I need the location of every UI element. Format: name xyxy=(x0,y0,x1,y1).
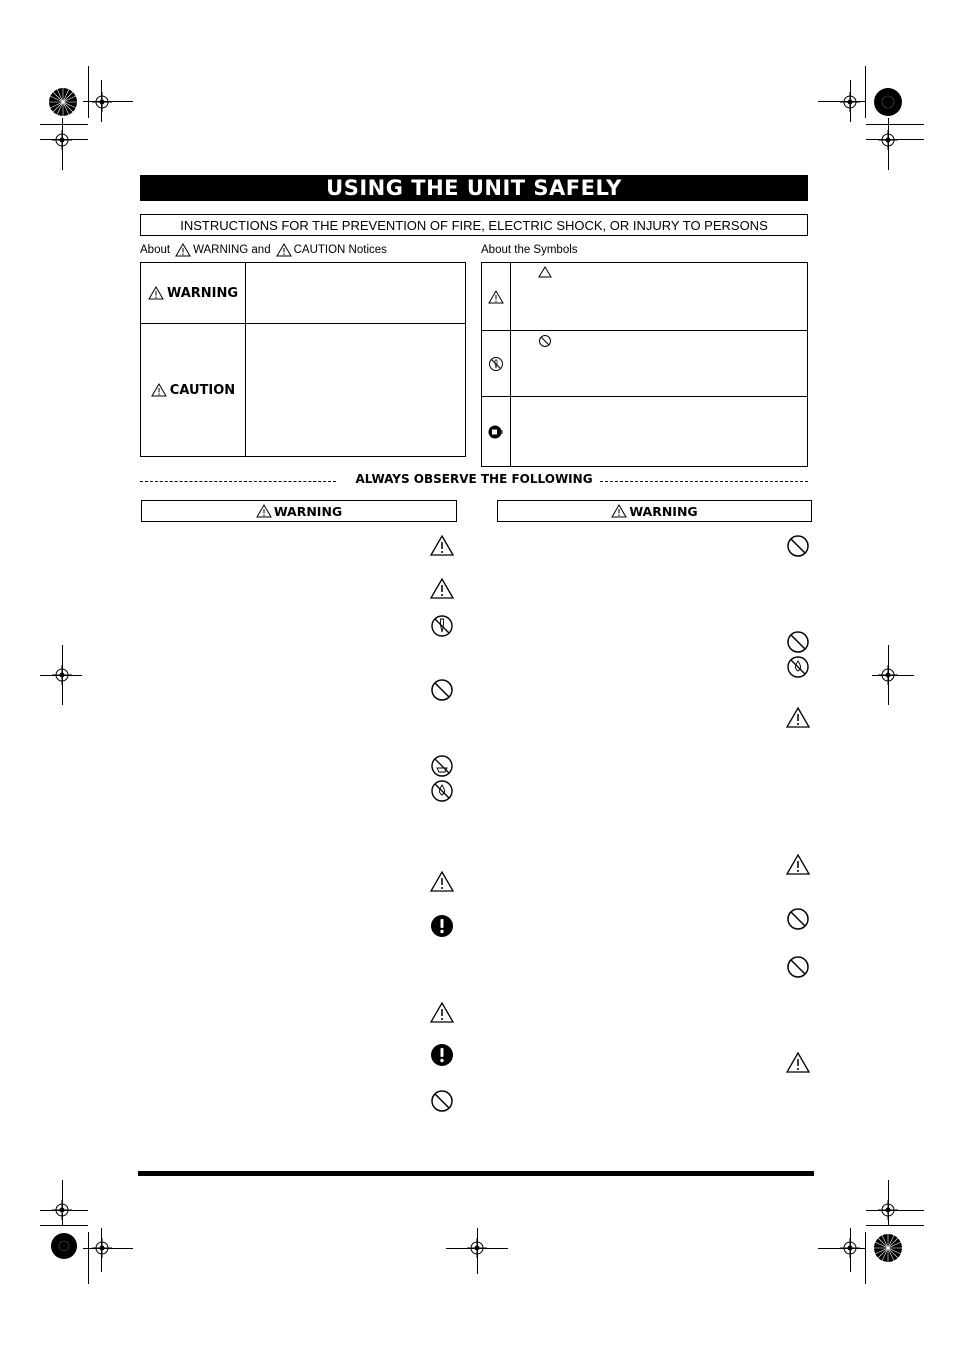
prohibited-wet-icon xyxy=(430,754,454,778)
crosshair-icon xyxy=(92,92,112,112)
prohibited-icon xyxy=(786,630,810,654)
symbol-description-cell xyxy=(511,263,808,331)
crosshair-icon xyxy=(840,1238,860,1258)
warning-triangle-icon xyxy=(786,853,810,877)
page-title: USING THE UNIT SAFELY xyxy=(326,176,622,200)
warning-label-cell xyxy=(141,263,246,324)
symbol-icon-cell xyxy=(482,397,511,467)
warning-triangle-icon xyxy=(175,243,191,257)
notices-caption-prefix: About xyxy=(140,244,171,256)
always-observe-heading xyxy=(140,472,808,490)
crosshair-icon xyxy=(878,1200,898,1220)
crosshair-icon xyxy=(467,1238,487,1258)
warning-description-cell xyxy=(246,263,466,324)
crosshair-icon xyxy=(52,665,72,685)
instructions-heading xyxy=(140,214,808,236)
symbol-description-cell xyxy=(511,331,808,397)
crosshair-icon xyxy=(52,1200,72,1220)
footer-rule xyxy=(138,1171,814,1176)
prohibited-water-icon xyxy=(786,655,810,679)
mandatory-icon xyxy=(430,1043,454,1067)
prohibited-disassemble-icon xyxy=(488,356,504,372)
notices-caption xyxy=(140,243,387,257)
registration-target-icon xyxy=(872,86,904,118)
prohibited-icon xyxy=(538,334,552,348)
crosshair-icon xyxy=(878,130,898,150)
instructions-heading-text: INSTRUCTIONS FOR THE PREVENTION OF FIRE, ELECTRIC SHOCK, OR INJURY TO PERSONS xyxy=(180,217,768,233)
left-warning-label: WARNING xyxy=(273,503,343,519)
registration-target-icon xyxy=(47,86,79,118)
warning-triangle-icon xyxy=(430,534,454,558)
always-observe-text: ALWAYS OBSERVE THE FOLLOWING xyxy=(355,472,593,486)
warning-triangle-icon xyxy=(430,870,454,894)
caution-label: CAUTION xyxy=(169,382,236,398)
symbol-description-cell xyxy=(511,397,808,467)
warning-triangle-icon xyxy=(256,504,272,518)
mandatory-icon xyxy=(430,914,454,938)
warning-label: WARNING xyxy=(166,285,239,301)
symbols-table xyxy=(481,262,808,467)
prohibited-icon xyxy=(786,534,810,558)
warning-triangle-icon xyxy=(430,577,454,601)
crosshair-icon xyxy=(878,665,898,685)
warning-triangle-icon xyxy=(488,290,504,304)
caution-label-cell xyxy=(141,324,246,457)
symbol-icon-cell xyxy=(482,331,511,397)
unplug-icon xyxy=(488,424,504,440)
prohibited-disassemble-icon xyxy=(430,614,454,638)
crosshair-icon xyxy=(92,1238,112,1258)
warning-triangle-icon xyxy=(538,266,552,278)
symbol-icon-cell xyxy=(482,263,511,331)
crosshair-icon xyxy=(52,130,72,150)
right-warning-heading xyxy=(497,500,812,522)
page-title-bar xyxy=(140,175,808,201)
warning-triangle-icon xyxy=(276,243,292,257)
caution-description-cell xyxy=(246,324,466,457)
warning-triangle-icon xyxy=(151,383,167,397)
warning-triangle-icon xyxy=(148,286,164,300)
warning-triangle-icon xyxy=(786,1051,810,1075)
symbols-caption: About the Symbols xyxy=(481,244,578,256)
notice-table xyxy=(140,262,466,457)
left-warning-heading xyxy=(141,500,457,522)
registration-target-icon xyxy=(872,1232,904,1264)
prohibited-water-icon xyxy=(430,779,454,803)
crosshair-icon xyxy=(840,92,860,112)
registration-target-icon xyxy=(49,1231,79,1261)
prohibited-icon xyxy=(786,907,810,931)
prohibited-icon xyxy=(786,955,810,979)
prohibited-icon xyxy=(430,1089,454,1113)
warning-triangle-icon xyxy=(611,504,627,518)
warning-triangle-icon xyxy=(430,1001,454,1025)
right-warning-label: WARNING xyxy=(629,503,698,519)
warning-triangle-icon xyxy=(786,706,810,730)
notices-caption-caution: CAUTION Notices xyxy=(293,244,387,256)
prohibited-icon xyxy=(430,678,454,702)
notices-caption-warning: WARNING and xyxy=(193,244,271,256)
